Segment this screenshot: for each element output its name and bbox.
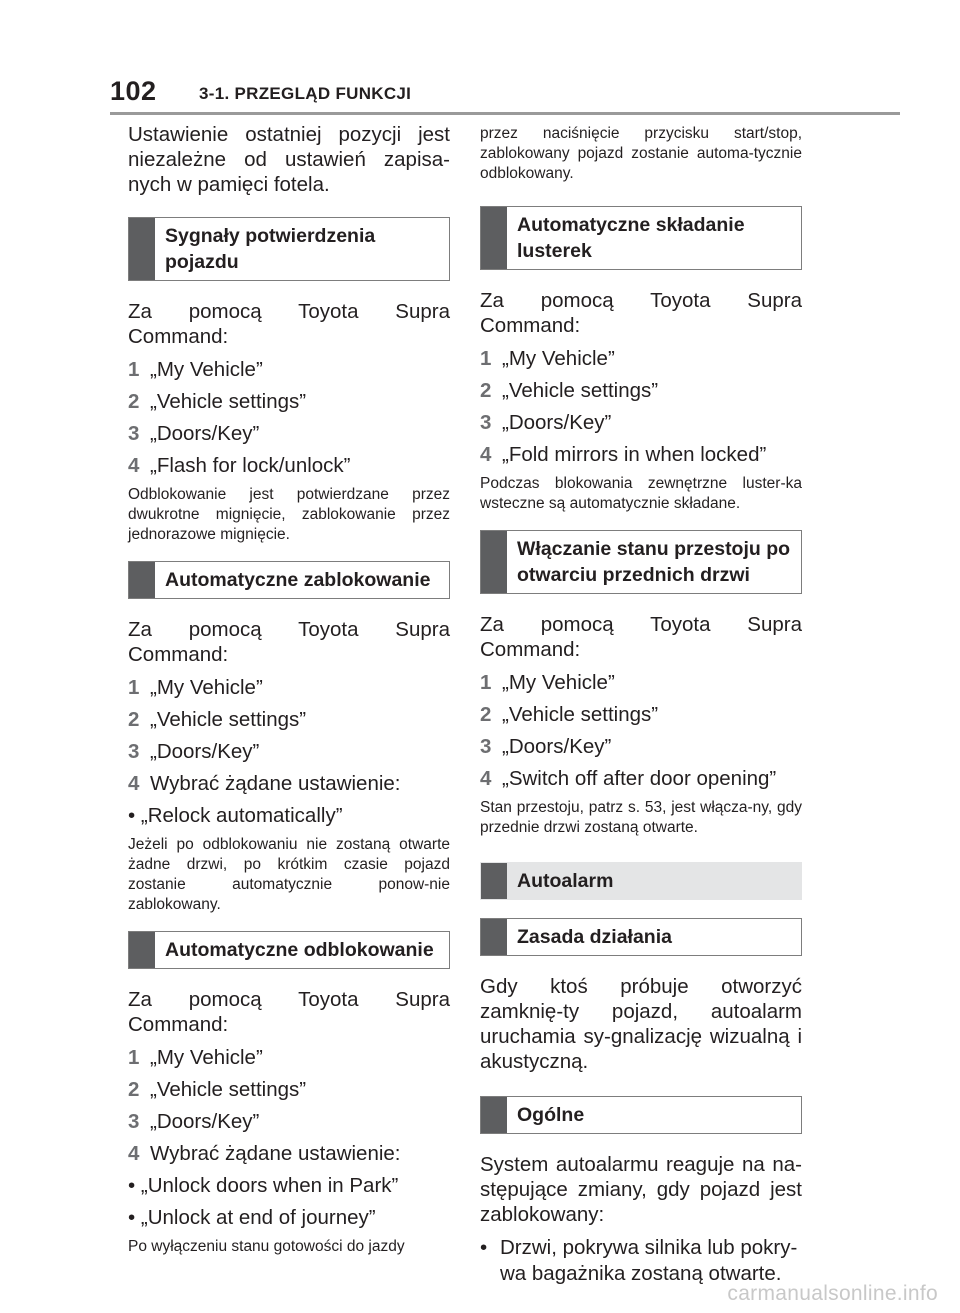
section-heading xyxy=(128,931,450,969)
step-number: 3 xyxy=(128,740,140,763)
section-heading xyxy=(480,530,802,594)
step-text: „Doors/Key” xyxy=(150,740,260,763)
step-item xyxy=(128,739,450,764)
section-title: Automatyczne składanie lusterek xyxy=(517,214,745,262)
step-text: „Switch off after door opening” xyxy=(502,767,777,790)
heading-bar xyxy=(129,218,155,280)
step-number: 1 xyxy=(128,358,140,381)
step-text: „My Vehicle” xyxy=(150,358,263,381)
step-text: Wybrać żądane ustawienie: xyxy=(150,1142,401,1165)
step-number: 4 xyxy=(128,454,140,477)
step-number: 1 xyxy=(480,671,492,694)
section-title: Włączanie stanu przestoju po otwarciu przednich drzwi xyxy=(517,538,791,586)
body-paragraph: System autoalarmu reaguje na na-stępujące zmiany, gdy pojazd jest zablokowany: xyxy=(480,1153,802,1226)
step-text: Wybrać żądane ustawienie: xyxy=(150,772,401,795)
continuation-paragraph: przez naciśnięcie przycisku start/stop, zablokowany pojazd zostanie automa-tycznie odblokowany. xyxy=(480,125,802,182)
left-column xyxy=(128,122,450,1265)
bullet-text: Drzwi, pokrywa silnika lub pokry-wa bagażnika zostaną otwarte. xyxy=(500,1236,798,1285)
note-paragraph: Po wyłączeniu stanu gotowości do jazdy xyxy=(128,1238,405,1255)
section-heading xyxy=(480,206,802,270)
step-item xyxy=(128,707,450,732)
lead-paragraph: Za pomocą Toyota Supra Command: xyxy=(480,289,802,337)
body-paragraph: Gdy ktoś próbuje otworzyć zamknię-ty pojazd, autoalarm uruchamia sy-gnalizację wizualną i akustyczną. xyxy=(480,975,802,1073)
bullet-item xyxy=(480,1235,802,1287)
bullet-dot: • xyxy=(480,1236,488,1259)
section-heading xyxy=(128,561,450,599)
step-number: 4 xyxy=(480,443,492,466)
step-text: „Vehicle settings” xyxy=(502,379,659,402)
step-text: „My Vehicle” xyxy=(502,347,615,370)
section-title: Automatyczne zablokowanie xyxy=(165,569,431,591)
step-number: 2 xyxy=(128,708,140,731)
section-title: Sygnały potwierdzenia pojazdu xyxy=(165,225,376,273)
step-item xyxy=(128,421,450,446)
watermark: carmanualsonline.info xyxy=(727,1282,938,1305)
step-number: 2 xyxy=(128,390,140,413)
chapter-title: 3-1. PRZEGLĄD FUNKCJI xyxy=(199,84,412,103)
step-number: 2 xyxy=(128,1078,140,1101)
step-number: 1 xyxy=(480,347,492,370)
bullet-item: • „Relock automatically” xyxy=(128,804,343,827)
section-title: Autoalarm xyxy=(517,870,614,892)
step-item xyxy=(480,410,802,435)
step-item xyxy=(480,346,802,371)
step-number: 4 xyxy=(480,767,492,790)
section-heading xyxy=(128,217,450,281)
heading-bar xyxy=(481,863,507,899)
lead-paragraph: Za pomocą Toyota Supra Command: xyxy=(128,618,450,666)
step-item xyxy=(128,357,450,382)
bullet-item: • „Unlock doors when in Park” xyxy=(128,1174,399,1197)
step-item xyxy=(480,442,802,467)
heading-bar xyxy=(481,919,507,955)
step-text: „Vehicle settings” xyxy=(150,390,307,413)
step-item xyxy=(128,1045,450,1070)
heading-bar xyxy=(481,531,507,593)
heading-bar xyxy=(129,932,155,968)
step-text: „Doors/Key” xyxy=(150,1110,260,1133)
heading-bar xyxy=(481,207,507,269)
page-number: 102 xyxy=(110,76,157,106)
step-item xyxy=(128,675,450,700)
step-text: „Doors/Key” xyxy=(150,422,260,445)
heading-bar xyxy=(481,1097,507,1133)
note-paragraph: Podczas blokowania zewnętrzne luster-ka wsteczne są automatycznie składane. xyxy=(480,475,802,512)
note-paragraph: Odblokowanie jest potwierdzane przez dwukrotne mignięcie, zablokowanie przez jednorazowe mignięcie. xyxy=(128,486,450,543)
step-text: „My Vehicle” xyxy=(502,671,615,694)
note-paragraph: Jeżeli po odblokowaniu nie zostaną otwarte żadne drzwi, po krótkim czasie pojazd zostanie automatycznie ponow-nie zablokowany. xyxy=(128,836,450,913)
step-text: „Fold mirrors in when locked” xyxy=(502,443,767,466)
lead-paragraph: Za pomocą Toyota Supra Command: xyxy=(128,300,450,348)
step-item xyxy=(480,670,802,695)
step-text: „Vehicle settings” xyxy=(150,708,307,731)
step-number: 1 xyxy=(128,676,140,699)
bullet-item: • „Unlock at end of journey” xyxy=(128,1206,376,1229)
step-text: „My Vehicle” xyxy=(150,1046,263,1069)
chapter-heading-autoalarm xyxy=(480,862,802,900)
section-title: Zasada działania xyxy=(517,926,672,948)
step-number: 2 xyxy=(480,703,492,726)
intro-paragraph: Ustawienie ostatniej pozycji jest niezależne od ustawień zapisa-nych w pamięci fotela. xyxy=(128,123,450,196)
step-item xyxy=(480,702,802,727)
step-item xyxy=(480,734,802,759)
step-number: 4 xyxy=(128,772,140,795)
step-text: „Flash for lock/unlock” xyxy=(150,454,351,477)
step-number: 2 xyxy=(480,379,492,402)
section-heading xyxy=(480,1096,802,1134)
section-title: Ogólne xyxy=(517,1104,585,1126)
heading-bar xyxy=(129,562,155,598)
step-text: „Doors/Key” xyxy=(502,735,612,758)
step-item xyxy=(480,766,802,791)
step-number: 4 xyxy=(128,1142,140,1165)
step-number: 1 xyxy=(128,1046,140,1069)
step-item xyxy=(128,1077,450,1102)
step-text: „Vehicle settings” xyxy=(150,1078,307,1101)
header-divider xyxy=(110,112,900,115)
step-text: „My Vehicle” xyxy=(150,676,263,699)
section-heading xyxy=(480,918,802,956)
lead-paragraph: Za pomocą Toyota Supra Command: xyxy=(480,613,802,661)
step-number: 3 xyxy=(128,422,140,445)
step-item xyxy=(128,1109,450,1134)
step-number: 3 xyxy=(480,735,492,758)
step-number: 3 xyxy=(480,411,492,434)
lead-paragraph: Za pomocą Toyota Supra Command: xyxy=(128,988,450,1036)
right-column xyxy=(480,122,802,1294)
step-item xyxy=(128,389,450,414)
step-item xyxy=(128,771,450,796)
step-text: „Vehicle settings” xyxy=(502,703,659,726)
step-item xyxy=(480,378,802,403)
step-text: „Doors/Key” xyxy=(502,411,612,434)
step-item xyxy=(128,1141,450,1166)
section-title: Automatyczne odblokowanie xyxy=(165,939,434,961)
step-item xyxy=(128,453,450,478)
note-paragraph: Stan przestoju, patrz s. 53, jest włącza-ny, gdy przednie drzwi zostaną otwarte. xyxy=(480,799,802,836)
step-number: 3 xyxy=(128,1110,140,1133)
